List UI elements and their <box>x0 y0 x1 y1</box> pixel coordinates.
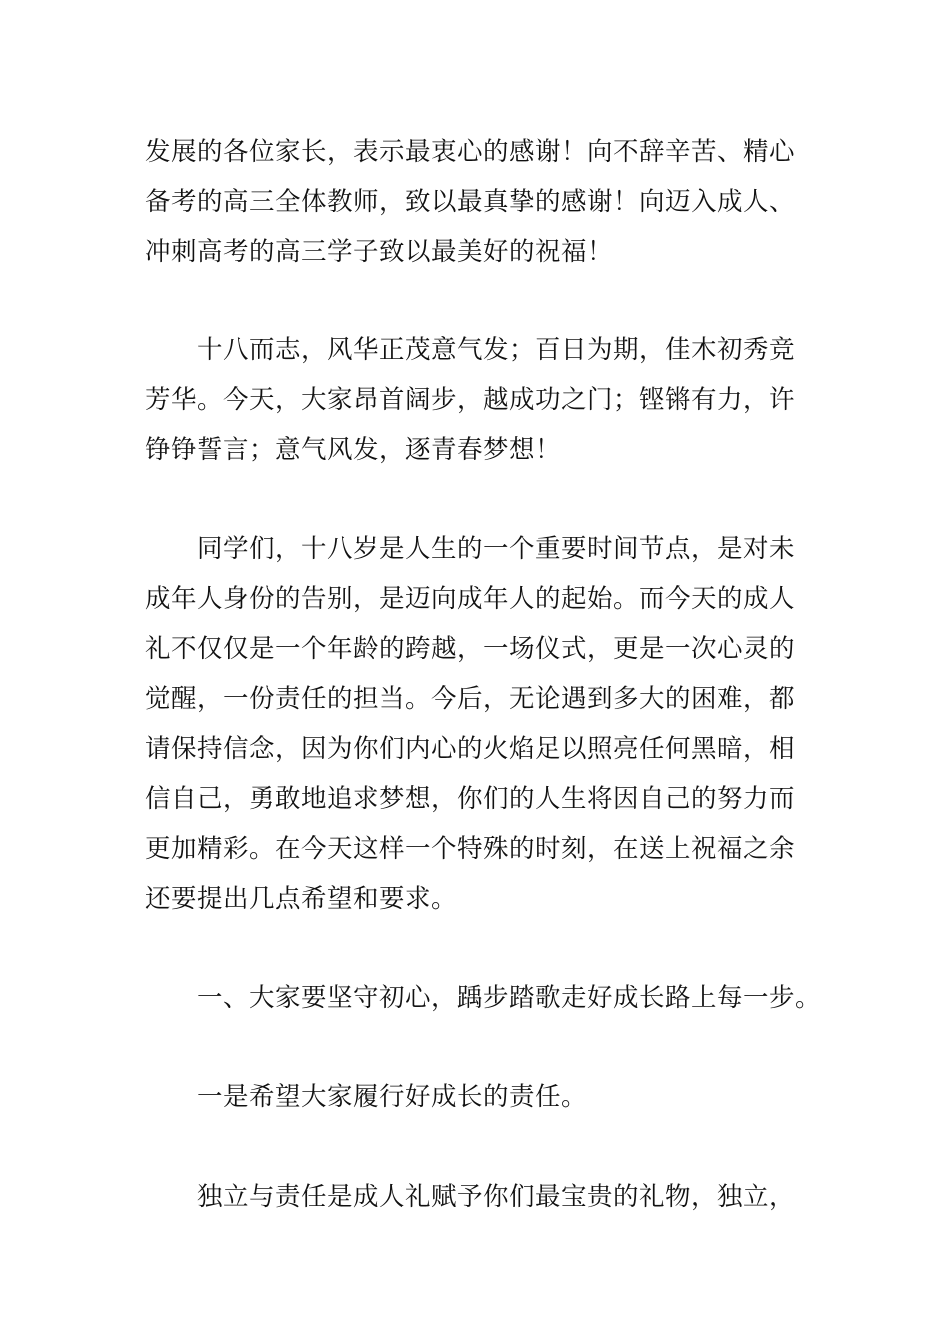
paragraph-2 <box>145 325 810 475</box>
paragraph-line: 铮铮誓言；意气风发，逐青春梦想！ <box>145 435 562 465</box>
paragraph-line: 礼不仅仅是一个年龄的跨越，一场仪式，更是一次心灵的 <box>145 634 796 664</box>
paragraph-line: 独立与责任是成人礼赋予你们最宝贵的礼物，独立， <box>197 1182 796 1212</box>
paragraph-4 <box>145 973 822 1023</box>
paragraph-line: 十八而志，风华正茂意气发；百日为期，佳木初秀竞 <box>197 335 796 365</box>
paragraph-line: 同学们，十八岁是人生的一个重要时间节点，是对未 <box>197 534 796 564</box>
paragraph-5 <box>145 1072 810 1122</box>
paragraph-line: 备考的高三全体教师，致以最真挚的感谢！向迈入成人、 <box>145 187 796 217</box>
paragraph-line: 冲刺高考的高三学子致以最美好的祝福！ <box>145 237 614 267</box>
paragraph-1 <box>145 127 810 277</box>
paragraph-line: 更加精彩。在今天这样一个特殊的时刻，在送上祝福之余 <box>145 834 796 864</box>
sub-heading: 一是希望大家履行好成长的责任。 <box>197 1082 588 1112</box>
section-heading: 一、大家要坚守初心，踽步踏歌走好成长路上每一步。 <box>197 983 822 1013</box>
paragraph-line: 成年人身份的告别，是迈向成年人的起始。而今天的成人 <box>145 584 796 614</box>
paragraph-line: 觉醒，一份责任的担当。今后，无论遇到多大的困难，都 <box>145 684 796 714</box>
paragraph-line: 请保持信念，因为你们内心的火焰足以照亮任何黑暗，相 <box>145 734 796 764</box>
paragraph-line: 还要提出几点希望和要求。 <box>145 884 458 914</box>
paragraph-line: 芳华。今天，大家昂首阔步，越成功之门；铿锵有力，许 <box>145 385 796 415</box>
paragraph-line: 信自己，勇敢地追求梦想，你们的人生将因自己的努力而 <box>145 784 796 814</box>
paragraph-6 <box>145 1172 810 1222</box>
paragraph-3 <box>145 524 810 924</box>
paragraph-line: 发展的各位家长，表示最衷心的感谢！向不辞辛苦、精心 <box>145 137 796 167</box>
